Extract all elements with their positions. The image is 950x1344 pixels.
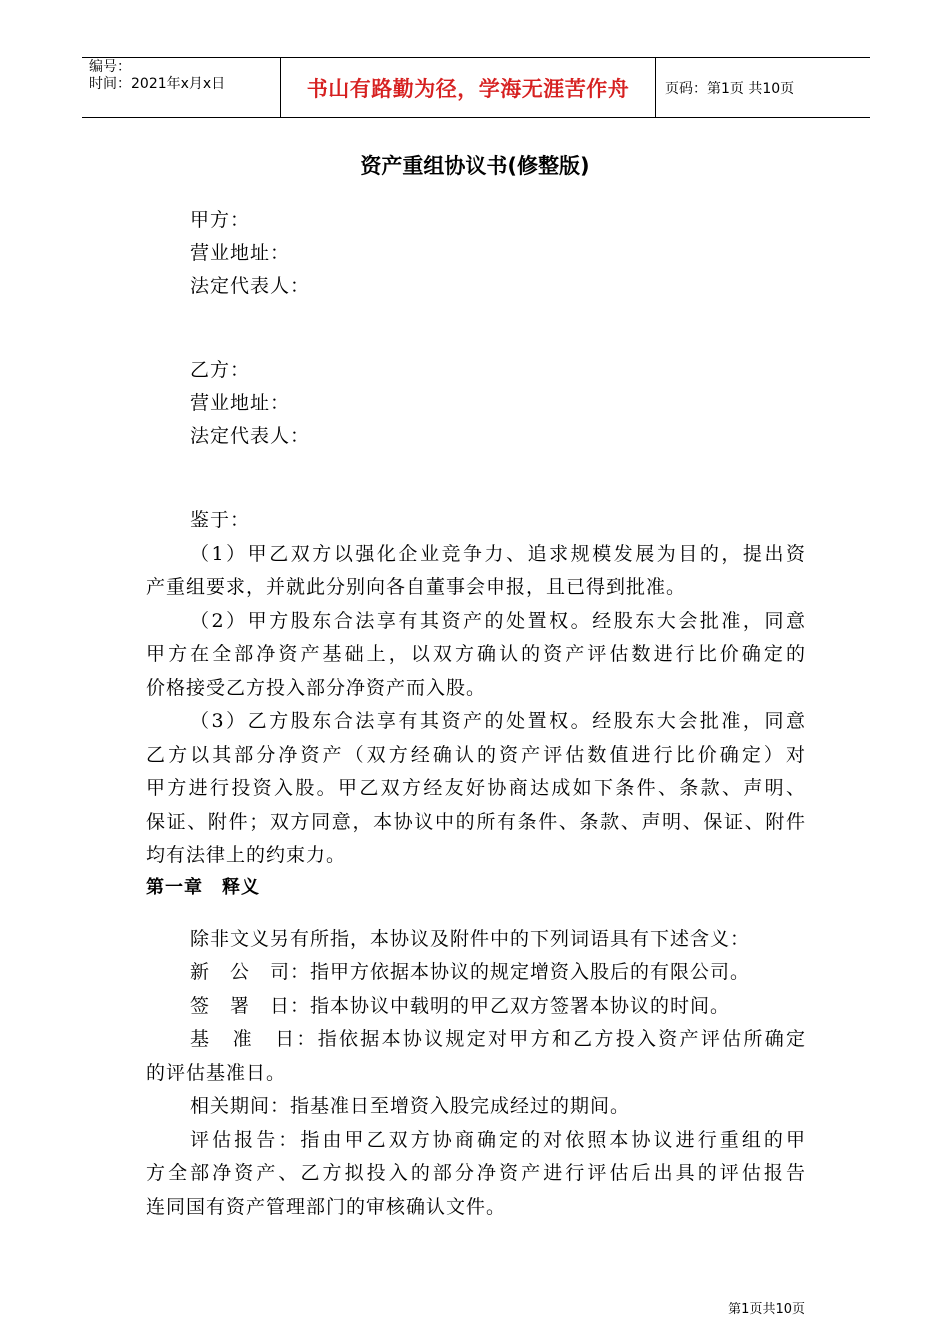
header-table [82,57,870,118]
definition-signing-date: 签 署 日：指本协议中载明的甲乙双方签署本协议的时间。 [190,995,731,1017]
header-motto-cell [280,57,656,117]
definition-report-line1: 评估报告：指由甲乙双方协商确定的对依照本协议进行重组的甲 [190,1129,806,1151]
chapter1-intro: 除非文义另有所指，本协议及附件中的下列词语具有下述含义： [190,928,751,950]
whereas-p2-line3: 价格接受乙方投入部分净资产而入股。 [146,677,487,699]
whereas-p1-line2: 产重组要求，并就此分别向各自董事会申报，且已得到批准。 [146,576,687,598]
party-b-rep: 法定代表人： [190,425,311,447]
definition-new-company: 新 公 司：指甲方依据本协议的规定增资入股后的有限公司。 [190,961,751,983]
whereas-p1-line1: （1）甲乙双方以强化企业竞争力、追求规模发展为目的，提出资 [190,543,806,565]
motto: 书山有路勤为径，学海无涯苦作舟 [306,77,630,101]
whereas-p3-line2: 乙方以其部分净资产（双方经确认的资产评估数值进行比价确定）对 [146,744,806,766]
party-b-address: 营业地址： [190,392,291,414]
document-title: 资产重组协议书(修整版) [360,154,590,178]
definition-related-period: 相关期间：指基准日至增资入股完成经过的期间。 [190,1095,631,1117]
whereas-p3-line3: 甲方进行投资入股。甲乙双方经友好协商达成如下条件、条款、声明、 [146,777,806,799]
whereas-p3-line5: 均有法律上的约束力。 [146,844,347,866]
definition-base-date-line2: 的评估基准日。 [146,1062,287,1084]
whereas-p2-line2: 甲方在全部净资产基础上，以双方确认的资产评估数进行比价确定的 [146,643,806,665]
definition-report-line3: 连同国有资产管理部门的审核确认文件。 [146,1196,507,1218]
page-footer: 第1页共10页 [728,1302,805,1317]
party-a-address: 营业地址： [190,242,291,264]
header-page-cell [655,57,870,117]
definition-base-date-line1: 基 准 日：指依据本协议规定对甲方和乙方投入资产评估所确定 [190,1028,806,1050]
definition-report-line2: 方全部净资产、乙方拟投入的部分净资产进行评估后出具的评估报告 [146,1162,806,1184]
party-b-name: 乙方： [190,359,251,381]
chapter1-heading: 第一章 释义 [146,877,260,898]
whereas-p3-line1: （3）乙方股东合法享有其资产的处置权。经股东大会批准，同意 [190,710,806,732]
time-label: 时间：2021年x月x日 [89,76,226,92]
header-left-cell [82,57,280,117]
whereas-label: 鉴于： [190,509,251,531]
whereas-p2-line1: （2）甲方股东合法享有其资产的处置权。经股东大会批准，同意 [190,610,806,632]
page-info: 页码：第1页 共10页 [665,81,795,97]
number-label: 编号： [89,59,131,75]
party-a-name: 甲方： [190,209,251,231]
party-a-rep: 法定代表人： [190,275,311,297]
whereas-p3-line4: 保证、附件；双方同意，本协议中的所有条件、条款、声明、保证、附件 [146,811,806,833]
